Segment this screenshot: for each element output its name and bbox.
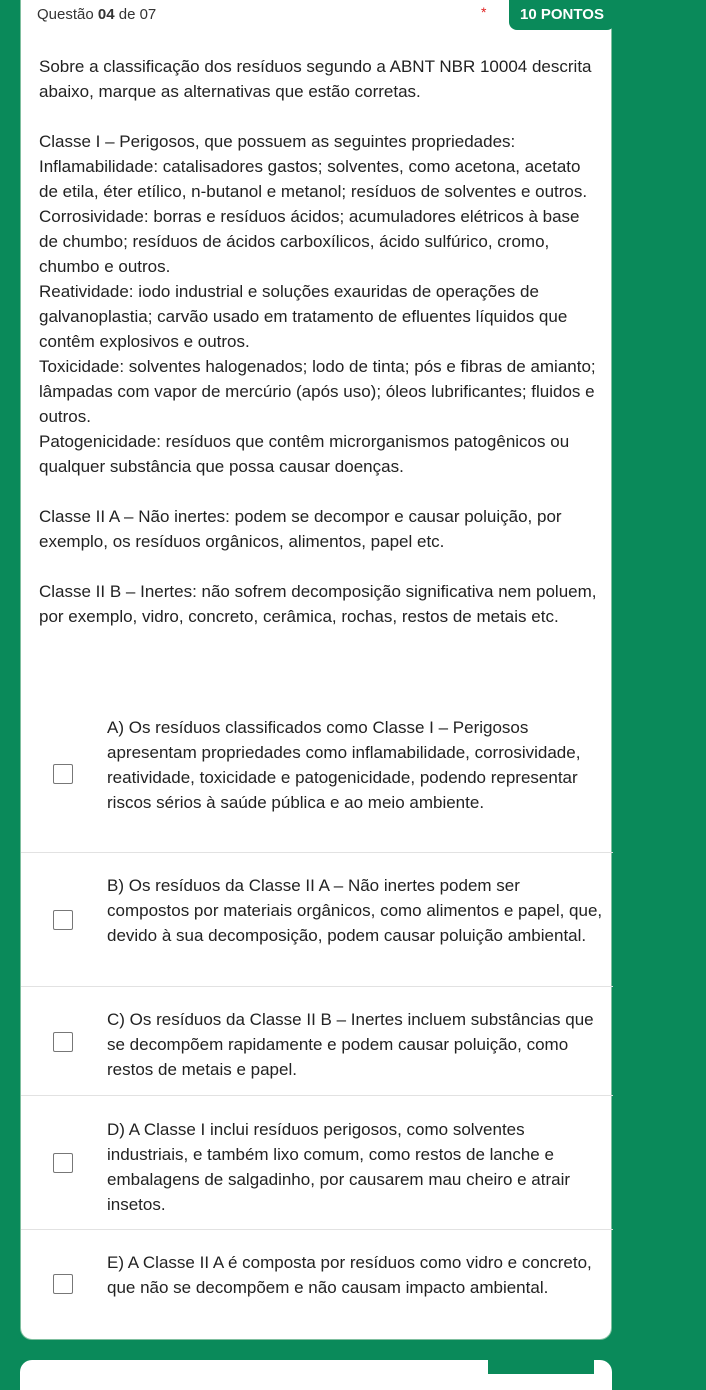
checkbox-d[interactable] [53,1153,73,1173]
question-statement [39,54,599,654]
option-e-text: E) A Classe II A é composta por resíduos como vidro e concreto, que não se decompõem e não causam impacto ambiental. [107,1253,592,1297]
option-d-text: D) A Classe I inclui resíduos perigosos, como solventes industriais, e também lixo comum, como restos de lanche e embalagens de salgadinho, por causarem mau cheiro e atrair insetos. [107,1120,571,1214]
option-d[interactable] [21,1096,613,1230]
option-c[interactable] [21,987,613,1096]
option-a[interactable] [21,705,613,853]
prop-patogenicidade: Patogenicidade: resíduos que contêm microrganismos patogênicos ou qualquer substância que possa causar doenças. [39,432,570,476]
prop-reatividade: Reatividade: iodo industrial e soluções exauridas de operações de galvanoplastia; carvão usado em tratamento de efluentes líquidos que contêm explosivos e outros. [39,282,568,351]
question-card [20,0,612,1340]
question-counter: Questão 04 de 07 [37,6,157,23]
option-c-text: C) Os resíduos da Classe II B – Inertes incluem substâncias que se decompõem rapidamente e podem causar poluição, como restos de metais e papel. [107,1010,594,1079]
prop-corrosividade: Corrosividade: borras e resíduos ácidos; acumuladores elétricos à base de chumbo; resíduos de ácidos carboxílicos, ácido sulfúrico, cromo, chumbo e outros. [39,207,580,276]
prop-inflamabilidade: Inflamabilidade: catalisadores gastos; solventes, como acetona, acetato de etila, éter etílico, n-butanol e metanol; resíduos de solventes e outros. [39,157,588,201]
checkbox-e[interactable] [53,1274,73,1294]
answer-options [21,705,613,1340]
question-header [21,0,611,30]
option-b-text: B) Os resíduos da Classe II A – Não inertes podem ser compostos por materiais orgânicos, como alimentos e papel, que, devido à sua decomposição, podem causar poluição ambiental. [107,876,603,945]
checkbox-b[interactable] [53,910,73,930]
prop-toxicidade: Toxicidade: solventes halogenados; lodo de tinta; pós e fibras de amianto; lâmpadas com vapor de mercúrio (após uso); óleos lubrificantes; fluidos e outros. [39,357,596,426]
checkbox-c[interactable] [53,1032,73,1052]
option-e[interactable] [21,1230,613,1340]
option-a-text: A) Os resíduos classificados como Classe I – Perigosos apresentam propriedades como inflamabilidade, corrosividade, reatividade, toxicidade e patogenicidade, podendo representar riscos sérios à saúde pública e ao meio ambiente. [107,718,581,812]
points-badge: 10 PONTOS [509,0,615,30]
option-b[interactable] [21,853,613,987]
class2b-description: Classe II B – Inertes: não sofrem decomposição significativa nem poluem, por exemplo, vidro, concreto, cerâmica, rochas, restos de metais etc. [39,582,597,626]
checkbox-a[interactable] [53,764,73,784]
class2a-description: Classe II A – Não inertes: podem se decompor e causar poluição, por exemplo, os resíduos orgânicos, alimentos, papel etc. [39,507,562,551]
statement-intro: Sobre a classificação dos resíduos segundo a ABNT NBR 10004 descrita abaixo, marque as alternativas que estão corretas. [39,57,592,101]
class1-title: Classe I – Perigosos, que possuem as seguintes propriedades: [39,132,516,151]
required-asterisk: * [481,4,487,20]
